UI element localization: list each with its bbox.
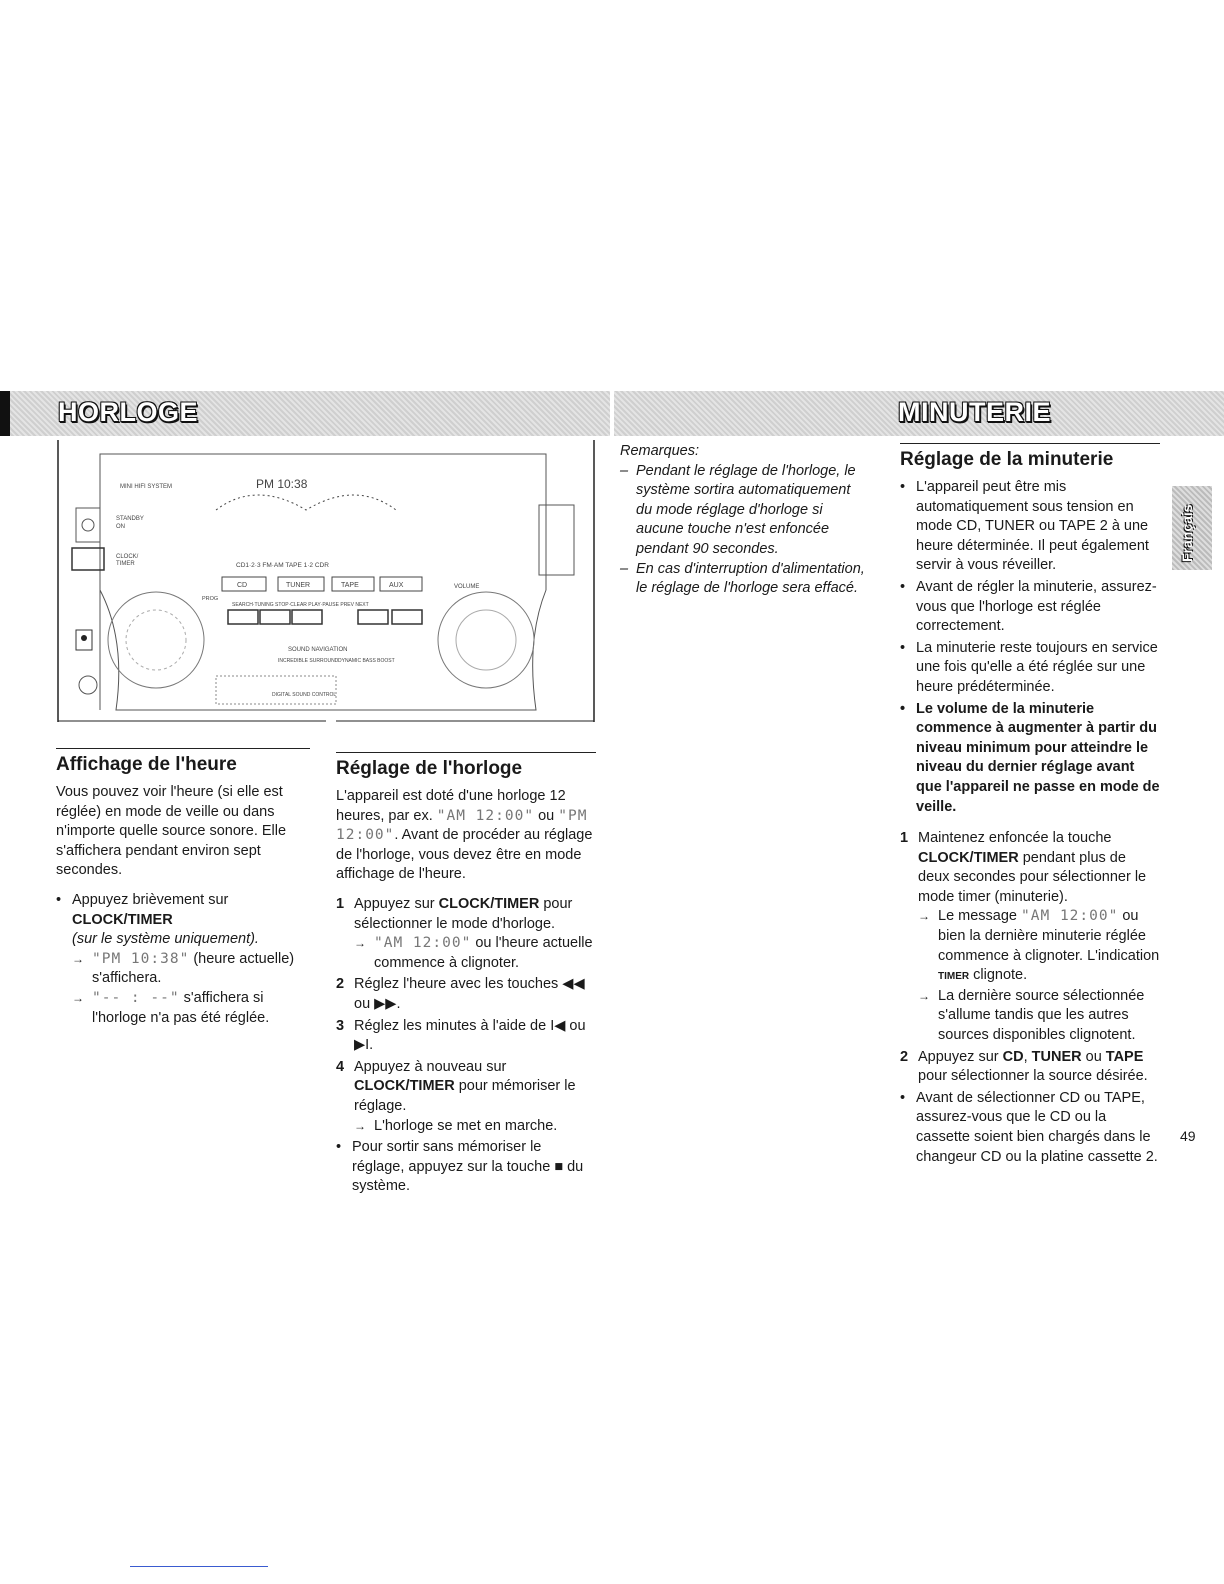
m-step-1-pre: Maintenez enfoncée la touche	[918, 830, 1112, 847]
step-4-arrow-text: L'horloge se met en marche.	[374, 1117, 558, 1134]
step-4-post: pour mémoriser le réglage.	[354, 1078, 576, 1114]
remarque-1	[620, 462, 870, 560]
affichage-arrow-1	[72, 950, 310, 989]
footer-rule	[130, 1566, 268, 1567]
volume-label: VOLUME	[454, 584, 480, 590]
m-step-1-key: CLOCK/TIMER	[918, 849, 1019, 866]
dynamic-bass-label: DYNAMIC BASS BOOST	[338, 658, 395, 664]
page-number: 49	[1180, 1128, 1196, 1144]
m-arrow-1-end: clignote.	[969, 967, 1028, 984]
minuterie-bullet-2	[900, 578, 1160, 637]
m-step-1-arrow-1	[918, 907, 1160, 986]
cd-button-label: CD	[237, 582, 248, 589]
aux-button-label: AUX	[389, 582, 404, 589]
brand-label: MINI HIFI SYSTEM	[120, 484, 173, 490]
language-tab-label: Français	[1179, 504, 1195, 562]
step-1-key: CLOCK/TIMER	[438, 895, 540, 912]
minuterie-bullet-5	[900, 1089, 1160, 1167]
step-1-arrow-text: ou l'heure actuelle commence à clignoter.	[374, 935, 593, 971]
step-3-text: Réglez les minutes à l'aide de I◀ ou ▶I.	[354, 1017, 586, 1054]
clock-timer-key: CLOCK/TIMER	[72, 911, 173, 928]
transport-buttons	[228, 610, 422, 624]
m-arrow-2-text: La dernière source sélectionnée s'allume tandis que les autres sources disponibles clignotent.	[938, 987, 1145, 1044]
step-1-lcd: "AM 12:00"	[374, 935, 472, 952]
lcd-current-time: "PM 10:38"	[92, 950, 190, 967]
remarques-title: Remarques:	[620, 443, 699, 459]
sound-navigation-label: SOUND NAVIGATION	[288, 647, 348, 653]
m-arrow-1-post: ou bien la dernière minuterie réglée commence à clignoter. L'indication	[938, 908, 1160, 964]
step-4-arrow	[354, 1117, 596, 1137]
heading-affichage: Affichage de l'heure	[56, 748, 310, 777]
column-minuterie	[900, 443, 1160, 1173]
step-4: 4 Appuyez à nouveau sur CLOCK/TIMER pour mémoriser le réglage. → L'horloge se met en marche.	[336, 1058, 596, 1136]
intro-a: L'appareil est doté d'une horloge 12 heures, par ex.	[336, 788, 566, 824]
minuterie-bullet-1	[900, 478, 1160, 576]
reglage-bullet	[336, 1138, 596, 1197]
header-band-marker	[0, 391, 10, 436]
column-reglage-horloge	[336, 752, 596, 1203]
m-arrow-1-pre: Le message	[938, 908, 1022, 925]
intro-b: ou	[534, 807, 559, 824]
arrow-2-text: s'affichera si l'horloge n'a pas été réglée.	[92, 989, 270, 1026]
step-4-key: CLOCK/TIMER	[354, 1078, 455, 1095]
m-step-2-cd: CD	[1002, 1048, 1024, 1065]
minuterie-step-2: 2 Appuyez sur CD, TUNER ou TAPE pour sélectionner la source désirée.	[900, 1048, 1148, 1085]
timer-indicator: TIMER	[938, 971, 970, 983]
minuterie-bullet-4-text: Le volume de la minuterie commence à augmenter à partir du niveau minimum pour atteindre le niveau du dernier réglage avant que l'appareil ne passe en mode de veille.	[916, 700, 1160, 815]
transport-labels: SEARCH·TUNING STOP·CLEAR PLAY·PAUSE PREV NEXT	[232, 602, 369, 608]
affichage-intro: Vous pouvez voir l'heure (si elle est réglée) en mode de veille ou dans n'importe quelle source sonore. Elle s'affichera pendant environ sept secondes.	[56, 784, 287, 879]
m-step-2-post: pour sélectionner la source désirée.	[918, 1068, 1148, 1085]
reglage-bullet-text: Pour sortir sans mémoriser le réglage, appuyez sur la touche ■ du système.	[352, 1139, 584, 1195]
clock-label: CLOCK/	[116, 554, 139, 560]
step-1-pre: Appuyez sur	[354, 895, 439, 912]
reglage-intro	[336, 787, 596, 885]
tuner-button-label: TUNER	[286, 582, 311, 589]
step-3: 3 Réglez les minutes à l'aide de I◀ ou ▶I.	[336, 1017, 586, 1054]
minuterie-bullet-1-text: L'appareil peut être mis automatiquement sous tension en mode CD, TUNER ou TAPE 2 à une heure déterminée. Il peut également servir à vous réveiller.	[916, 479, 1149, 574]
remarque-1-text: Pendant le réglage de l'horloge, le système sortira automatiquement du mode réglage d'horloge si aucune touche n'est enfoncée pendant 90 secondes.	[636, 462, 856, 557]
m-step-2-tape: TAPE	[1105, 1048, 1144, 1065]
m-step-2-pre: Appuyez sur	[918, 1048, 1003, 1065]
arrow-1-text: (heure actuelle) s'affichera.	[92, 950, 295, 987]
step-1: 1 Appuyez sur CLOCK/TIMER pour sélectionner le mode d'horloge. → "AM 12:00" ou l'heure actuelle commence à clignoter.	[336, 895, 596, 973]
language-tab	[1172, 486, 1212, 570]
column-affichage	[56, 748, 310, 1034]
m-step-2-sep2: ou	[1081, 1048, 1106, 1065]
section-title-horloge: HORLOGE	[58, 397, 199, 427]
m-step-1-post: pendant plus de deux secondes pour sélectionner le mode timer (minuterie).	[918, 849, 1147, 905]
step-1-arrow	[354, 934, 596, 973]
sources-row: CD1·2·3 FM·AM TAPE 1·2 CDR	[236, 562, 329, 569]
tape-button-label: TAPE	[341, 582, 359, 589]
standby-label: STANDBY	[116, 516, 144, 522]
lcd-unset-time: "-- : --"	[92, 989, 180, 1006]
display-readout: PM 10:38	[256, 477, 308, 491]
step-1-post: pour sélectionner le mode d'horloge.	[354, 895, 573, 932]
lcd-am: "AM 12:00"	[436, 807, 535, 824]
minuterie-bullet-3-text: La minuterie reste toujours en service une fois qu'elle a été réglée sur une heure prédéterminée.	[916, 639, 1158, 695]
m-arrow-1-lcd: "AM 12:00"	[1021, 908, 1119, 925]
affichage-bullet	[56, 891, 310, 1028]
minuterie-bullet-2-text: Avant de régler la minuterie, assurez-vous que l'horloge est réglée correctement.	[916, 578, 1157, 635]
incredible-surround-label: INCREDIBLE SURROUND	[278, 658, 339, 664]
intro-c: . Avant de procéder au réglage de l'horloge, vous devez être en mode affichage de l'heure.	[336, 827, 593, 883]
step-2: 2 Réglez l'heure avec les touches ◀◀ ou ▶▶.	[336, 976, 585, 1012]
affichage-bullet-text: Appuyez brièvement sur	[72, 891, 229, 908]
step-2-text: Réglez l'heure avec les touches ◀◀ ou ▶▶.	[354, 976, 585, 1012]
m-step-1-arrow-2	[918, 987, 1160, 1046]
prog-label: PROG	[202, 596, 219, 602]
digital-sound-label: DIGITAL SOUND CONTROL	[272, 692, 337, 698]
heading-reglage-horloge: Réglage de l'horloge	[336, 752, 596, 781]
remarque-2-text: En cas d'interruption d'alimentation, le réglage de l'horloge sera effacé.	[636, 560, 865, 597]
lcd-pm: "PM 12:00"	[336, 807, 588, 844]
minuterie-step-1: 1 Maintenez enfoncée la touche CLOCK/TIMER pendant plus de deux secondes pour sélectionner le mode timer (minuterie). → Le message "AM 12:00" ou bien la dernière minuterie réglée commence à clignoter. L'indication TIMER clignote. → La dernière source sélectionnée s'allume tandis que les autres sources disponibles clignotent.	[900, 829, 1160, 1046]
remarque-2	[620, 560, 870, 599]
column-remarques	[620, 442, 870, 599]
minuterie-bullet-4	[900, 700, 1160, 818]
heading-minuterie: Réglage de la minuterie	[900, 443, 1160, 472]
hifi-front-panel-illustration	[56, 440, 598, 722]
on-label: ON	[116, 524, 125, 530]
section-title-minuterie: MINUTERIE	[898, 397, 1051, 427]
m-step-2-sep1: ,	[1023, 1048, 1032, 1065]
minuterie-bullet-5-text: Avant de sélectionner CD ou TAPE, assurez-vous que le CD ou la cassette soient bien chargés dans le changeur CD ou la platine cassette 2.	[916, 1089, 1158, 1165]
timer-label: TIMER	[116, 561, 135, 567]
affichage-bullet-note: (sur le système uniquement).	[72, 931, 259, 948]
minuterie-bullet-3	[900, 639, 1160, 698]
affichage-arrow-2	[72, 989, 310, 1028]
step-4-pre: Appuyez à nouveau sur	[354, 1058, 507, 1075]
m-step-2-tuner: TUNER	[1031, 1048, 1082, 1065]
